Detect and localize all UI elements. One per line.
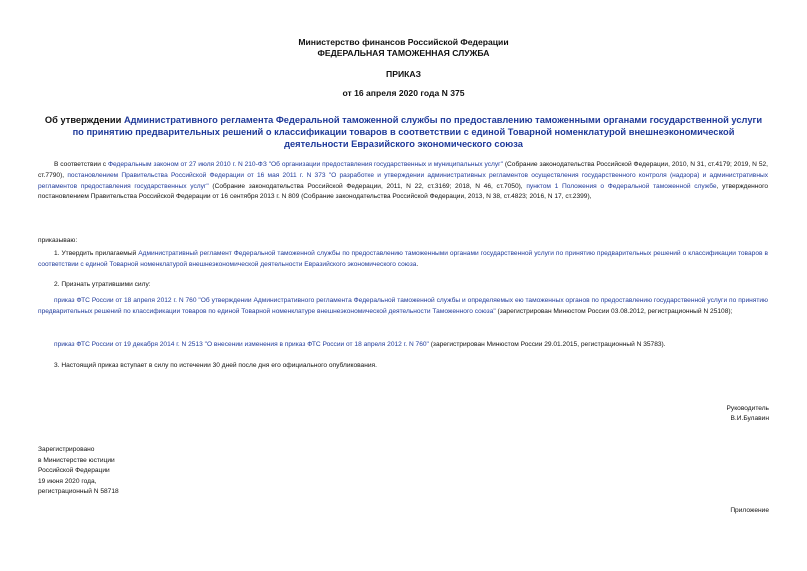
item-2-text: 2. Признать утратившими силу: (54, 281, 151, 288)
order-word: приказываю: (38, 237, 78, 244)
fts-regulation-clause-link[interactable]: пунктом 1 Положения о Федеральной таможенной службе (526, 182, 717, 190)
doc-date: от 16 апреля 2020 года N 375 (342, 88, 465, 98)
repeal-1-paragraph (38, 296, 768, 318)
doc-type: ПРИКАЗ (386, 69, 421, 79)
appendix-label: Приложение (730, 507, 769, 514)
signature-name: В.И.Булавин (730, 415, 769, 422)
item-3-text: 3. Настоящий приказ вступает в силу по истечении 30 дней после дня его официального опубликования. (54, 362, 377, 369)
preamble-paragraph (38, 160, 768, 203)
item-1-paragraph (38, 249, 768, 271)
preamble-text-2: (Собрание законодательства Российской Федерации, 2010, N 31, ст.4179; 2019, N 52, ст.7790), (38, 161, 769, 179)
item-1-end: . (416, 260, 419, 268)
repeal-1-text: (зарегистрирован Минюстом России 03.08.2012, регистрационный N 25108); (495, 307, 733, 315)
title-prefix: Об утверждении (44, 115, 124, 125)
title-regulation-link[interactable]: Административного регламента Федеральной таможенной службы по предоставлению таможенными органами государственной услуги по принятию предварительных решений о классификации товаров в соответствии с единой Товарной номенклатурой внешнеэкономической деятельности Евразийского экономического союза (72, 115, 763, 149)
registration-line-2: в Министерстве юстиции (38, 456, 115, 464)
service-name: ФЕДЕРАЛЬНАЯ ТАМОЖЕННАЯ СЛУЖБА (317, 48, 490, 58)
ministry-name: Министерство финансов Российской Федерации (298, 37, 509, 47)
preamble-text-1: В соответствии с (54, 161, 108, 168)
registration-line-3: Российской Федерации (38, 467, 110, 474)
registration-line-1: Зарегистрировано (38, 446, 95, 453)
order-760-link[interactable]: приказ ФТС России от 18 апреля 2012 г. N 760 "Об утверждении Административного регламента Федеральной таможенной службы и определяемых ею таможенных органов по предоставлению государственной услуги по принятию предварительных решений по классификации товаров по единой Товарной номенклатуре внешнеэкономической деятельности Таможенного союза" (38, 297, 768, 315)
doc-title (40, 114, 767, 150)
regulation-link[interactable]: Административный регламент Федеральной таможенной службы по предоставлению таможенными органами государственной услуги по принятию предварительных решений о классификации товаров в соответствии с единой Товарной номенклатурой внешнеэкономической деятельности Евразийского экономического союза (38, 250, 768, 268)
federal-law-210-link[interactable]: Федеральным законом от 27 июля 2010 г. N 210-ФЗ "Об организации предоставления государственных и муниципальных услуг" (108, 161, 503, 168)
government-resolution-373-link[interactable]: постановлением Правительства Российской Федерации от 16 мая 2011 г. N 373 "О разработке и утверждении административных регламентов осуществления государственного контроля (надзора) и административных регламентов предоставления государственных услуг" (38, 171, 768, 190)
registration-line-5: регистрационный N 58718 (38, 488, 119, 495)
preamble-text-4: , утвержденного постановлением Правительства Российской Федерации от 16 сентября 2013 г. N 809 (Собрание законодательства Российской Федерации, 2013, N 38, ст.4823; 2016, N 17, ст.2399), (38, 182, 769, 201)
registration-line-4: 19 июня 2020 года, (38, 477, 97, 485)
repeal-2-text: (зарегистрирован Минюстом России 29.01.2015, регистрационный N 35783). (428, 341, 666, 348)
item-1-text: 1. Утвердить прилагаемый (54, 250, 139, 257)
repeal-2-paragraph (38, 340, 768, 351)
order-2513-link[interactable]: приказ ФТС России от 19 декабря 2014 г. N 2513 "О внесении изменения в приказ ФТС России от 18 апреля 2012 г. N 760" (54, 341, 429, 348)
signature-role: Руководитель (726, 405, 769, 412)
registration-block (38, 445, 119, 498)
preamble-text-3: (Собрание законодательства Российской Федерации, 2011, N 22, ст.3169; 2018, N 46, ст.7050), (208, 182, 527, 190)
